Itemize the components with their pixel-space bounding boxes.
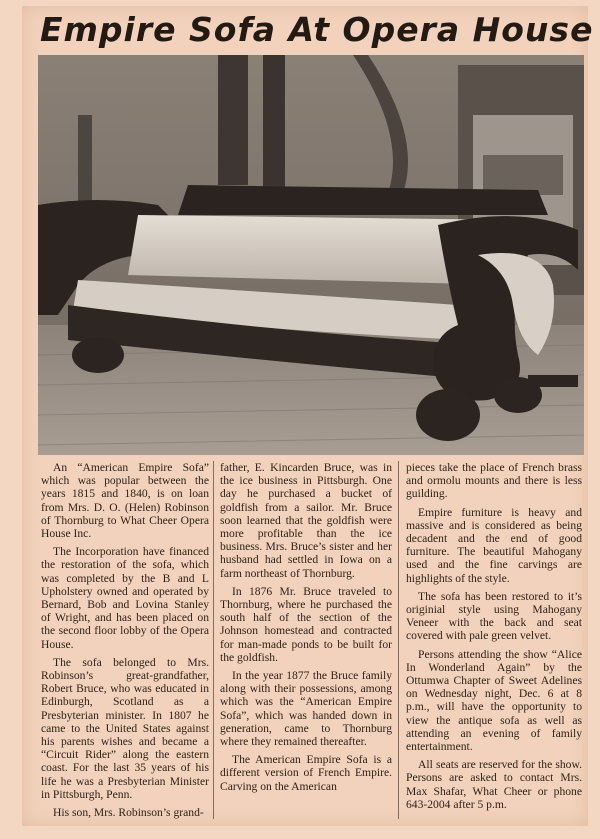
paragraph: In 1876 Mr. Bruce traveled to Thornburg, where he purchased the south half of the section of the Johnson homestead and contracted for man-made ponds to be built for the goldfish.	[220, 584, 392, 664]
sofa-photo-icon	[38, 55, 584, 455]
paragraph: The sofa has been restored to it’s originial style using Mahogany Veneer with the back and seat covered with pale green velvet.	[406, 589, 582, 643]
paragraph: In the year 1877 the Bruce family along with their possessions, among which was the “American Empire Sofa”, which was handed down in generation, came to Thornburg where they remained thereafter.	[220, 669, 392, 749]
paragraph: The sofa belonged to Mrs. Robinson’s great-grandfather, Robert Bruce, who was educated in Edinburgh, Scotland as a Presbyterian minister. In 1807 he came to the United States against his parents wishes and became a “Circuit Rider” along the eastern coast. For the last 35 years of his life he was a Presbyterian Minister in Pittsburgh, Penn.	[41, 655, 209, 801]
paragraph: father, E. Kincarden Bruce, was in the ice business in Pittsburgh. One day he purchased a bucket of goldfish from a sailor. Mr. Bruce soon learned that the goldfish were more profitable than the ice business. Mrs. Bruce’s sister and her husband had settled in Iowa on a farm northeast of Thornburg.	[220, 461, 392, 580]
headline: Empire Sofa At Opera House	[40, 10, 594, 49]
paragraph: Persons attending the show “Alice In Wonderland Again” by the Ottumwa Chapter of Sweet Adelines on Wednesday night, Dec. 6 at 8 p.m., will have the opportunity to view the antique sofa as well as attending an evening of family entertainment.	[406, 647, 582, 754]
paragraph: The American Empire Sofa is a different version of French Empire. Carving on the American	[220, 753, 392, 793]
article-column-2	[220, 461, 392, 798]
sofa-photo	[38, 55, 584, 455]
paragraph: All seats are reserved for the show. Persons are asked to contact Mrs. Max Shafar, What Cheer or phone 643-2004 after 5 p.m.	[406, 758, 582, 811]
paragraph: His son, Mrs. Robinson’s grand-	[53, 806, 204, 820]
paragraph: An “American Empire Sofa” which was popular between the years 1815 and 1840, is on loan from Mrs. D. O. (Helen) Robinson of Thornburg to What Cheer Opera House Inc.	[41, 461, 209, 541]
paragraph: pieces take the place of French brass and ormolu mounts and there is less guilding.	[406, 461, 582, 501]
paragraph: Empire furniture is heavy and massive and is considered as being decadent and the end of good furniture. The beautiful Mahogany used and the fine carvings are highlights of the style.	[406, 505, 582, 585]
article-column-3	[406, 461, 582, 816]
column-divider	[398, 461, 399, 819]
column-divider	[213, 461, 214, 819]
article-column-1	[41, 461, 209, 824]
paragraph: The Incorporation have financed the restoration of the sofa, which was completed by the B and L Upholstery owned and operated by Bernard, Bob and Lovina Stanley of Wright, and has been placed on the second floor lobby of the Opera House.	[41, 545, 209, 651]
